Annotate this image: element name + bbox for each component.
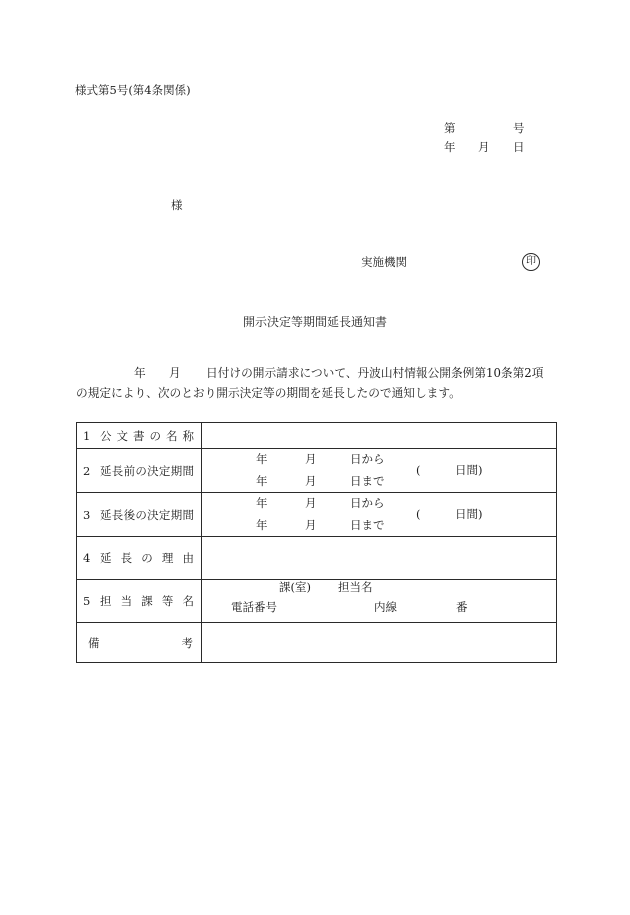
date-day-label: 日 xyxy=(513,140,525,154)
row-label: 公文書の名称 xyxy=(100,428,194,443)
table-row-contact xyxy=(77,580,556,623)
row-label: 延長の理由 xyxy=(100,551,194,565)
to-month-label: 月 xyxy=(305,518,317,532)
from-day-label: 日から xyxy=(350,496,385,510)
table-row-period-after xyxy=(77,493,556,537)
row-label-cell xyxy=(77,580,202,622)
reference-number-suffix: 号 xyxy=(513,121,525,135)
row-number: 2 xyxy=(83,463,91,478)
row-value-cell xyxy=(202,449,556,492)
row-label: 延長後の決定期間 xyxy=(100,507,194,522)
from-year-label: 年 xyxy=(256,496,268,510)
reference-number-prefix: 第 xyxy=(444,121,456,135)
from-month-label: 月 xyxy=(305,452,317,466)
row-value-cell xyxy=(202,423,556,448)
to-month-label: 月 xyxy=(305,474,317,488)
form-table xyxy=(76,422,557,663)
from-day-label: 日から xyxy=(350,452,385,466)
table-row-document-name xyxy=(77,423,556,449)
row-label-cell xyxy=(77,623,202,662)
from-month-label: 月 xyxy=(305,496,317,510)
table-row-remarks xyxy=(77,623,556,662)
row-number: 1 xyxy=(83,428,91,443)
row-label-cell xyxy=(77,449,202,492)
to-day-label: 日まで xyxy=(350,518,385,532)
days-paren-open: ( xyxy=(416,507,421,521)
table-row-period-before xyxy=(77,449,556,493)
date-month-label: 月 xyxy=(478,140,490,154)
row-label: 延長前の決定期間 xyxy=(100,463,194,478)
section-label: 課(室) xyxy=(279,580,311,594)
row-value-cell xyxy=(202,537,556,579)
row-label: 備考 xyxy=(88,635,193,650)
days-paren-open: ( xyxy=(416,463,421,477)
row-number: 3 xyxy=(83,507,91,522)
extension-suffix: 番 xyxy=(456,600,468,614)
form-number: 様式第5号(第4条関係) xyxy=(75,83,191,97)
days-label: 日間) xyxy=(455,463,483,477)
document-title: 開示決定等期間延長通知書 xyxy=(242,315,387,329)
row-value-cell xyxy=(202,493,556,536)
row-label-cell xyxy=(77,423,202,448)
phone-label: 電話番号 xyxy=(231,600,277,614)
body-line-1: 日付けの開示請求について、丹波山村情報公開条例第10条第2項 xyxy=(206,366,544,380)
person-in-charge-label: 担当名 xyxy=(338,580,373,594)
addressee-honorific: 様 xyxy=(171,198,183,212)
issuer-label: 実施機関 xyxy=(361,255,407,269)
seal-mark: 印 xyxy=(522,253,540,271)
body-line-2: の規定により、次のとおり開示決定等の期間を延長したので通知します。 xyxy=(76,386,461,400)
date-year-label: 年 xyxy=(444,140,456,154)
to-year-label: 年 xyxy=(256,518,268,532)
row-label-cell xyxy=(77,537,202,579)
to-day-label: 日まで xyxy=(350,474,385,488)
row-value-cell xyxy=(202,580,556,622)
body-month-label: 月 xyxy=(169,366,181,380)
row-label: 担当課等名 xyxy=(100,594,194,608)
body-year-label: 年 xyxy=(134,366,146,380)
extension-label: 内線 xyxy=(374,600,397,614)
to-year-label: 年 xyxy=(256,474,268,488)
days-label: 日間) xyxy=(455,507,483,521)
from-year-label: 年 xyxy=(256,452,268,466)
row-number: 5 xyxy=(83,594,91,608)
row-value-cell xyxy=(202,623,556,662)
row-number: 4 xyxy=(83,551,91,565)
row-label-cell xyxy=(77,493,202,536)
table-row-reason xyxy=(77,537,556,580)
